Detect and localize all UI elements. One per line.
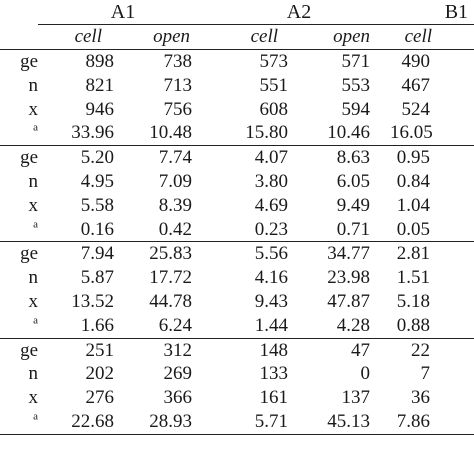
table-cell: 0.42 xyxy=(158,218,193,240)
table-cell: 8.39 xyxy=(158,194,193,216)
table-cell: 8.63 xyxy=(294,146,390,170)
row-label xyxy=(0,362,38,386)
row-label-footnote: a xyxy=(33,410,38,423)
subheader-a2-cell: cell xyxy=(208,25,294,50)
table-row xyxy=(0,362,474,386)
table-cell: 553 xyxy=(341,74,371,96)
table-cell: 22.68 xyxy=(38,410,116,434)
table-row xyxy=(0,338,474,362)
table-cell: 161 xyxy=(259,387,289,409)
table-cell: 7 xyxy=(420,363,431,385)
table-cell: 4.69 xyxy=(254,194,289,216)
row-label-text: x xyxy=(28,98,38,120)
table-cell: 4.16 xyxy=(254,267,289,289)
table-cell: 366 xyxy=(163,387,193,409)
row-label xyxy=(0,170,38,194)
row-label-footnote: a xyxy=(33,218,38,231)
table-cell: 202 xyxy=(85,363,114,385)
table-cell: 524 xyxy=(401,98,431,120)
table-cell: 756 xyxy=(163,98,193,120)
group-header-b1: B1 xyxy=(444,1,469,23)
table-cell: 269 xyxy=(163,363,193,385)
group-header-a1: A1 xyxy=(110,1,136,23)
table-cell: 0 xyxy=(360,363,371,385)
row-label-text: ge xyxy=(20,243,38,265)
table-cell: 22 xyxy=(390,338,474,362)
table-cell: 4.07 xyxy=(208,146,294,170)
row-label xyxy=(0,410,38,434)
table-cell: 608 xyxy=(259,98,289,120)
table-cell: 45.13 xyxy=(294,410,390,434)
table-cell: 2.81 xyxy=(390,242,474,266)
table-cell: 133 xyxy=(259,363,289,385)
row-label-text: n xyxy=(28,267,38,289)
table-cell: 5.18 xyxy=(396,290,431,312)
table-cell: 17.72 xyxy=(149,267,193,289)
table-cell: 276 xyxy=(85,387,114,409)
group-header-a2: A2 xyxy=(286,1,312,23)
table-cell: 10.46 xyxy=(327,122,371,144)
row-label-text: x xyxy=(28,290,38,312)
table-cell: 0.16 xyxy=(80,218,114,240)
table-cell: 148 xyxy=(208,338,294,362)
row-label xyxy=(0,290,38,314)
table-cell: 25.83 xyxy=(116,242,208,266)
row-label xyxy=(0,98,38,122)
table-cell: 5.56 xyxy=(208,242,294,266)
subheader-a2-open: open xyxy=(294,25,390,50)
table-cell: 490 xyxy=(401,51,431,72)
table-cell: 573 xyxy=(259,51,289,72)
table-cell: 0.84 xyxy=(396,170,431,192)
table-cell: 1.44 xyxy=(254,314,289,336)
table-cell: 15.80 xyxy=(245,122,289,144)
table-row xyxy=(0,98,474,122)
table-row xyxy=(0,146,474,170)
row-label-text: ge xyxy=(20,51,38,72)
table-cell: 34.77 xyxy=(294,242,390,266)
table-row xyxy=(0,74,474,98)
row-label xyxy=(0,266,38,290)
table-cell: 898 xyxy=(85,51,114,72)
table-row xyxy=(0,121,474,145)
table-cell: 6.24 xyxy=(158,314,193,336)
subheader-a1-cell: cell xyxy=(38,25,116,50)
table-cell: 33.96 xyxy=(71,122,114,144)
row-label-text: ge xyxy=(20,147,38,169)
table-cell: 10.48 xyxy=(149,122,193,144)
table-cell: 5.58 xyxy=(80,194,114,216)
table-cell: 1.04 xyxy=(396,194,431,216)
table-row xyxy=(0,290,474,314)
table-row xyxy=(0,242,474,266)
row-label xyxy=(0,50,38,74)
table-cell: 4.95 xyxy=(80,170,114,192)
table-cell: 36 xyxy=(411,387,431,409)
table-cell: 251 xyxy=(38,338,116,362)
table-cell: 9.43 xyxy=(254,290,289,312)
table-cell: 0.71 xyxy=(336,218,371,240)
table-row xyxy=(0,170,474,194)
table-row xyxy=(0,314,474,338)
table-cell: 1.66 xyxy=(80,314,114,336)
row-label xyxy=(0,218,38,242)
table-cell: 7.86 xyxy=(390,410,474,434)
table-cell: 7.94 xyxy=(38,242,116,266)
table-row xyxy=(0,50,474,74)
table-cell: 571 xyxy=(341,51,371,72)
row-label xyxy=(0,386,38,410)
row-label-text: x xyxy=(28,194,38,216)
row-label xyxy=(0,146,38,170)
table-cell: 137 xyxy=(341,387,371,409)
subheader-blank xyxy=(0,25,38,50)
group-header-row xyxy=(0,0,474,25)
table-cell: 551 xyxy=(259,74,289,96)
table-cell: 7.09 xyxy=(158,170,193,192)
table-cell: 312 xyxy=(116,338,208,362)
table-cell: 47 xyxy=(294,338,390,362)
table-row xyxy=(0,410,474,434)
corner-cell xyxy=(0,0,38,25)
subheader-a1-open: open xyxy=(116,25,208,50)
table-cell: 467 xyxy=(401,74,431,96)
table-row xyxy=(0,194,474,218)
row-label xyxy=(0,314,38,338)
table-cell: 3.80 xyxy=(254,170,289,192)
table-cell: 0.88 xyxy=(396,314,431,336)
table-cell: 0.05 xyxy=(396,218,431,240)
table-cell: 946 xyxy=(85,98,114,120)
table-cell: 6.05 xyxy=(336,170,371,192)
table-cell: 713 xyxy=(163,74,193,96)
subheader-b1-cell: cell xyxy=(390,25,474,50)
table-cell: 7.74 xyxy=(116,146,208,170)
table-cell: 13.52 xyxy=(71,290,114,312)
table-cell: 5.20 xyxy=(38,146,116,170)
table-cell: 1.51 xyxy=(396,267,431,289)
row-label xyxy=(0,338,38,362)
row-label-text: n xyxy=(28,170,38,192)
row-label xyxy=(0,74,38,98)
row-label xyxy=(0,121,38,145)
table-cell: 821 xyxy=(85,74,114,96)
row-label-text: ge xyxy=(20,339,38,361)
table-cell: 9.49 xyxy=(336,194,371,216)
table-cell: 5.71 xyxy=(208,410,294,434)
row-label-footnote: a xyxy=(33,122,38,135)
table-row xyxy=(0,218,474,242)
table-cell: 5.87 xyxy=(80,267,114,289)
table-cell: 0.95 xyxy=(390,146,474,170)
row-label-footnote: a xyxy=(33,314,38,327)
row-label-text: n xyxy=(28,74,38,96)
table-row xyxy=(0,386,474,410)
subheader-row xyxy=(0,25,474,50)
row-label-text: x xyxy=(28,387,38,409)
table-cell: 28.93 xyxy=(116,410,208,434)
table-row xyxy=(0,266,474,290)
row-label xyxy=(0,242,38,266)
table-cell: 23.98 xyxy=(327,267,371,289)
table-cell: 594 xyxy=(341,98,371,120)
row-label-text: n xyxy=(28,363,38,385)
table-cell: 47.87 xyxy=(327,290,371,312)
table-body xyxy=(0,50,474,435)
table-cell: 0.23 xyxy=(254,218,289,240)
row-label xyxy=(0,194,38,218)
table-cell: 4.28 xyxy=(336,314,371,336)
table-cell: 44.78 xyxy=(149,290,193,312)
table-cell: 16.05 xyxy=(390,122,433,144)
table-cell: 738 xyxy=(163,51,193,72)
